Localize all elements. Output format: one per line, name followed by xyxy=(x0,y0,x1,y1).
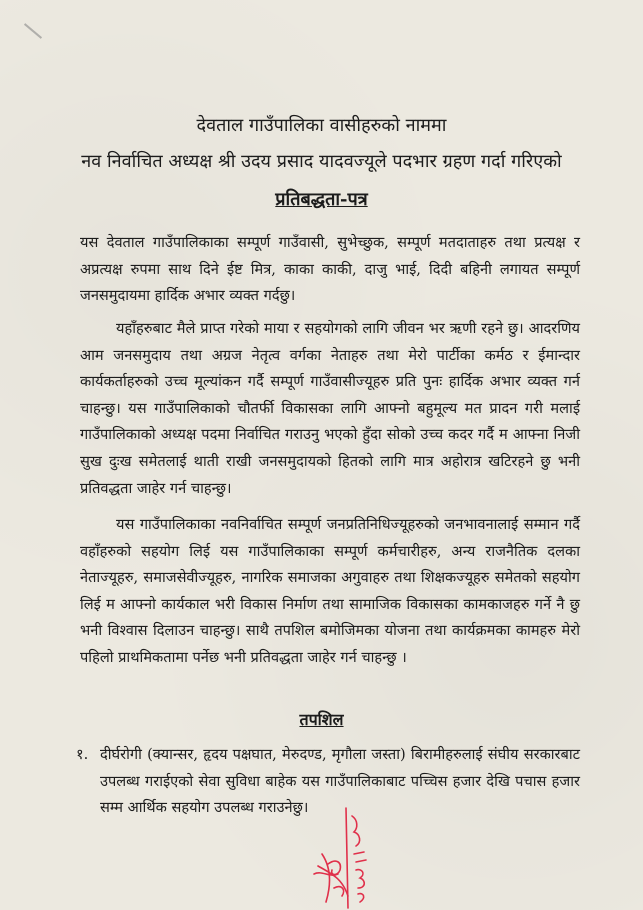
paragraph-1: यस देवताल गाउँपालिकाका सम्पूर्ण गाउँवासी, सुभेच्छुक, सम्पूर्ण मतदाताहरु तथा प्रत्यक्ष र अप्रत्यक्ष रुपमा साथ दिने ईष्ट मित्र, काका काकी, दाजु भाई, दिदी बहिनी लगायत सम्पूर्ण जनसमुदायमा हार्दिक अभार व्यक्त गर्दछु। xyxy=(80,234,580,305)
list-item-text: दीर्घरोगी (क्यान्सर, हृदय पक्षघात, मेरुदण्ड, मृगौला जस्ता) बिरामीहरुलाई संघीय सरकारबाट उपलब्ध गराईएको सेवा सुविधा बाहेक यस गाउँपालिकाबाट पच्चिस हजार देखि पचास हजार सम्म आर्थिक सहयोग उपलब्ध गराउनेछु। xyxy=(100,746,580,817)
document-title-heading: प्रतिबद्धता-पत्र xyxy=(275,189,368,210)
list-number: १. xyxy=(76,746,89,763)
document-title-line2: नव निर्वाचित अध्यक्ष श्री उदय प्रसाद यादवज्यूले पदभार ग्रहण गर्दा गरिएको xyxy=(81,151,562,172)
document-title-line1: देवताल गाउँपालिका वासीहरुको नाममा xyxy=(196,115,447,136)
paper-mark xyxy=(24,23,42,39)
handwritten-red-signature-icon xyxy=(312,804,392,910)
tapsil-heading: तपशिल xyxy=(299,710,344,729)
paragraph-3: यस गाउँपालिकाका नवनिर्वाचित सम्पूर्ण जनप्रतिनिधिज्यूहरुको जनभावनालाई सम्मान गर्दै वहाँहरुको सहयोग लिई यस गाउँपालिकाका सम्पूर्ण कर्मचारीहरु, अन्य राजनैतिक दलका नेताज्यूहरु, समाजसेवीज्यूहरु, नागरिक समाजका अगुवाहरु तथा शिक्षकज्यूहरु समेतको सहयोग लिई म आफ्नो कार्यकाल भरी विकास निर्माण तथा सामाजिक विकासका कामकाजहरु गर्ने नै छु भनी विश्वास दिलाउन चाहन्छु। साथै तपशिल बमोजिमका योजना तथा कार्यक्रमका कामहरु मेरो पहिलो प्राथमिकतामा पर्नेछ भनी प्रतिवद्धता जाहेर गर्न चाहन्छु । xyxy=(80,516,580,666)
paragraph-2: यहाँहरुबाट मैले प्राप्त गरेको माया र सहयोगको लागि जीवन भर ऋणी रहने छु। आदरणिय आम जनसमुदाय तथा अग्रज नेतृत्व वर्गका नेताहरु तथा मेरो पार्टीका कर्मठ र ईमान्दार कार्यकर्ताहरुको उच्च मूल्यांकन गर्दै सम्पूर्ण गाउँवासीज्यूहरु प्रति पुनः हार्दिक अभार व्यक्त गर्न चाहन्छु। यस गाउँपालिकाको चौतर्फी विकासका लागि आफ्नो बहुमूल्य मत प्रादन गरी मलाई गाउँपालिकाको अध्यक्ष पदमा निर्वाचित गराउनु भएको हुँदा सोको उच्च कदर गर्दै म आफ्ना निजी सुख दुःख समेतलाई थाती राखी जनसमुदायको हितको लागि मात्र अहोरात्र खटिरहने छु भनी प्रतिवद्धता जाहेर गर्न चाहन्छु। xyxy=(80,320,580,497)
